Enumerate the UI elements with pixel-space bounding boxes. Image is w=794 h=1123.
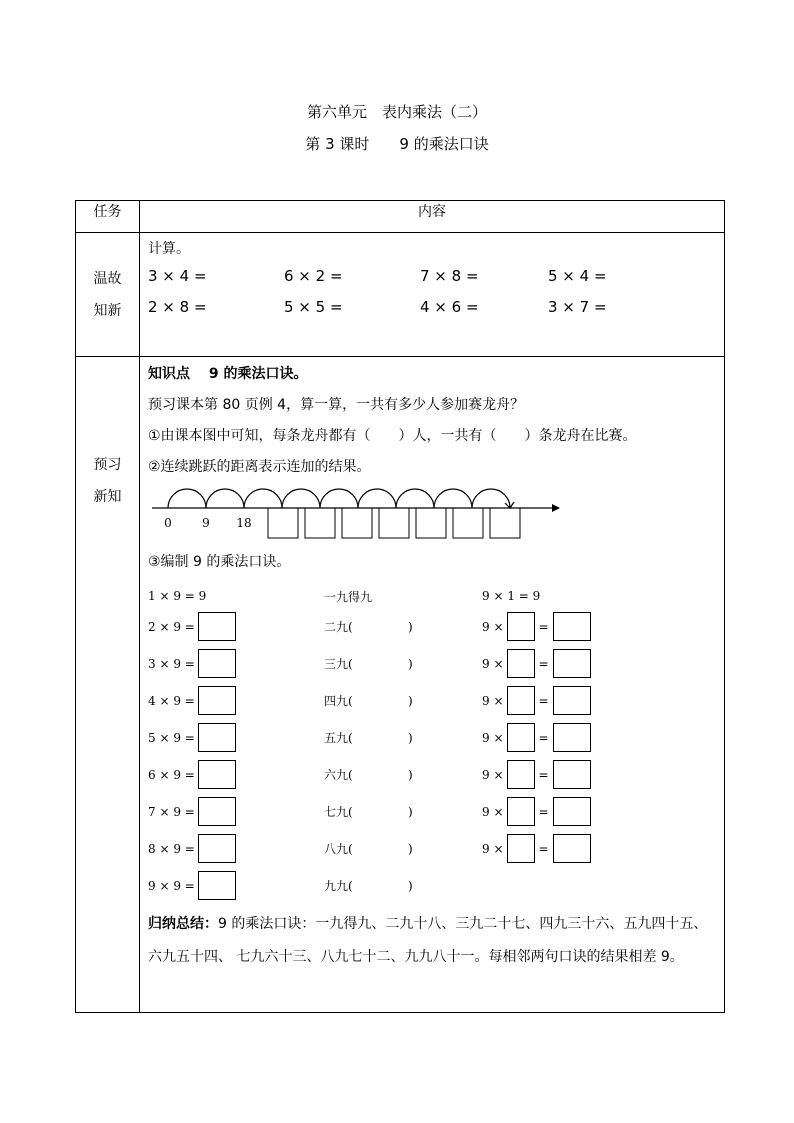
- rhyme-cell: 四九( ): [324, 693, 413, 708]
- step-1: ①由课本图中可知，每条龙舟都有（ ）人，一共有（ ）条龙舟在比赛。: [148, 428, 637, 444]
- preview-label: 预习 新知: [76, 357, 140, 1013]
- result-box[interactable]: [553, 723, 591, 752]
- result-box[interactable]: [553, 649, 591, 678]
- answer-box[interactable]: [379, 508, 409, 538]
- arrow-head-icon: [552, 504, 560, 512]
- rhyme-blank[interactable]: ): [408, 841, 413, 856]
- answer-box[interactable]: [268, 508, 298, 538]
- calc-problem: 3 × 4 =: [148, 267, 207, 285]
- rhyme-cell: 五九( ): [324, 730, 413, 745]
- rhyme-cell: 九九( ): [324, 878, 413, 893]
- factor-box[interactable]: [507, 834, 535, 863]
- rhyme-blank[interactable]: ): [408, 656, 413, 671]
- calc-problem: 4 × 6 =: [420, 298, 479, 316]
- multiplication-right: 9 × 1 = 9: [482, 589, 541, 603]
- preview-row: [76, 357, 725, 1013]
- calc-problem: 5 × 5 =: [284, 298, 343, 316]
- calc-problem: 3 × 7 =: [548, 298, 607, 316]
- jump-arc: [282, 489, 320, 508]
- answer-box[interactable]: [342, 508, 372, 538]
- equals-sign: =: [538, 767, 549, 782]
- multiplication-table: [148, 584, 716, 904]
- lesson-title: 第 3 课时 9 的乘法口诀: [305, 135, 489, 153]
- rhyme-cell: 一九得九: [324, 589, 373, 604]
- equals-sign: =: [538, 619, 549, 634]
- jump-arc: [472, 489, 510, 508]
- rhyme-cell: 八九( ): [324, 841, 413, 856]
- answer-box[interactable]: [490, 508, 520, 538]
- answer-box[interactable]: [453, 508, 483, 538]
- result-box[interactable]: [553, 612, 591, 641]
- answer-box[interactable]: [305, 508, 335, 538]
- result-box[interactable]: [553, 834, 591, 863]
- summary-label: 归纳总结：: [148, 916, 218, 932]
- calc-problems: [148, 261, 716, 323]
- step-3: ③编制 9 的乘法口诀。: [148, 554, 291, 570]
- lesson-table: [75, 200, 725, 1013]
- review-content: [140, 233, 725, 357]
- multiplication-right: [482, 867, 642, 904]
- rhyme-cell: 六九( ): [324, 767, 413, 782]
- multiplication-right: 9 × =: [482, 793, 642, 830]
- factor-box[interactable]: [507, 723, 535, 752]
- multiplication-right: 9 × =: [482, 756, 642, 793]
- multiplication-left: 3 × 9 =: [148, 645, 324, 682]
- multiplication-left: 6 × 9 =: [148, 756, 324, 793]
- jump-arc: [358, 489, 396, 508]
- product-box[interactable]: [198, 797, 236, 826]
- jump-arc: [320, 489, 358, 508]
- result-box[interactable]: [553, 686, 591, 715]
- unit-title: 第六单元 表内乘法（二）: [306, 103, 487, 121]
- product-box[interactable]: [198, 686, 236, 715]
- factor-box[interactable]: [507, 797, 535, 826]
- multiplication-right: 9 × =: [482, 830, 642, 867]
- rhyme-blank[interactable]: ): [408, 619, 413, 634]
- equals-sign: =: [538, 841, 549, 856]
- equals-sign: =: [538, 730, 549, 745]
- preview-task: 预习课本第 80 页例 4，算一算，一共有多少人参加赛龙舟？: [148, 397, 525, 413]
- multiplication-right: 9 × =: [482, 682, 642, 719]
- calc-problem: 6 × 2 =: [284, 267, 343, 285]
- multiplication-left: 1 × 9 = 9: [148, 589, 207, 603]
- rhyme-cell: 七九( ): [324, 804, 413, 819]
- tick-label: 0: [164, 516, 172, 530]
- factor-box[interactable]: [507, 649, 535, 678]
- rhyme-blank[interactable]: ): [408, 804, 413, 819]
- rhyme-blank[interactable]: ): [408, 767, 413, 782]
- product-box[interactable]: [198, 760, 236, 789]
- multiplication-left: 5 × 9 =: [148, 719, 324, 756]
- result-box[interactable]: [553, 760, 591, 789]
- number-line-svg: [148, 483, 568, 545]
- header-content: 内容: [140, 201, 725, 233]
- multiplication-left: 2 × 9 =: [148, 608, 324, 645]
- jump-arc: [168, 489, 206, 508]
- calc-problem: 5 × 4 =: [548, 267, 607, 285]
- factor-box[interactable]: [507, 760, 535, 789]
- product-box[interactable]: [198, 612, 236, 641]
- summary: [148, 908, 716, 974]
- number-line: [148, 483, 716, 545]
- step-2: ②连续跳跃的距离表示连加的结果。: [148, 459, 371, 475]
- header-task: 任务: [76, 201, 140, 233]
- product-box[interactable]: [198, 871, 236, 900]
- multiplication-right: 9 × =: [482, 645, 642, 682]
- tick-label: 9: [202, 516, 210, 530]
- multiplication-right: 9 × =: [482, 719, 642, 756]
- rhyme-cell: 三九( ): [324, 656, 413, 671]
- rhyme-blank[interactable]: ): [408, 730, 413, 745]
- rhyme-blank[interactable]: ): [408, 693, 413, 708]
- multiplication-left: 7 × 9 =: [148, 793, 324, 830]
- multiplication-left: 4 × 9 =: [148, 682, 324, 719]
- calc-problem: 2 × 8 =: [148, 298, 207, 316]
- product-box[interactable]: [198, 649, 236, 678]
- jump-arc: [396, 489, 434, 508]
- rhyme-cell: 二九( ): [324, 619, 413, 634]
- equals-sign: =: [538, 693, 549, 708]
- calc-problem: 7 × 8 =: [420, 267, 479, 285]
- rhyme-blank[interactable]: ): [408, 878, 413, 893]
- review-label: 温故 知新: [76, 233, 140, 357]
- factor-box[interactable]: [507, 686, 535, 715]
- equals-sign: =: [538, 656, 549, 671]
- preview-content: [140, 357, 725, 1013]
- review-row: [76, 233, 725, 357]
- product-box[interactable]: [198, 723, 236, 752]
- knowledge-point: 知识点 9 的乘法口诀。: [148, 366, 308, 382]
- summary-text: 9 的乘法口诀：一九得九、二九十八、三九二十七、四九三十六、五九四十五、六九五十四、 七九六十三、八九七十二、九九八十一。每相邻两句口诀的结果相差 9。: [148, 916, 708, 965]
- jump-arc: [434, 489, 472, 508]
- multiplication-right: 9 × =: [482, 608, 642, 645]
- answer-box[interactable]: [416, 508, 446, 538]
- equals-sign: =: [538, 804, 549, 819]
- factor-box[interactable]: [507, 612, 535, 641]
- table-header-row: [76, 201, 725, 233]
- jump-arc: [206, 489, 244, 508]
- jump-arc: [244, 489, 282, 508]
- multiplication-left: 9 × 9 =: [148, 867, 324, 904]
- review-instruction: 计算。: [148, 241, 190, 257]
- tick-label: 18: [236, 516, 252, 530]
- multiplication-left: 8 × 9 =: [148, 830, 324, 867]
- result-box[interactable]: [553, 797, 591, 826]
- product-box[interactable]: [198, 834, 236, 863]
